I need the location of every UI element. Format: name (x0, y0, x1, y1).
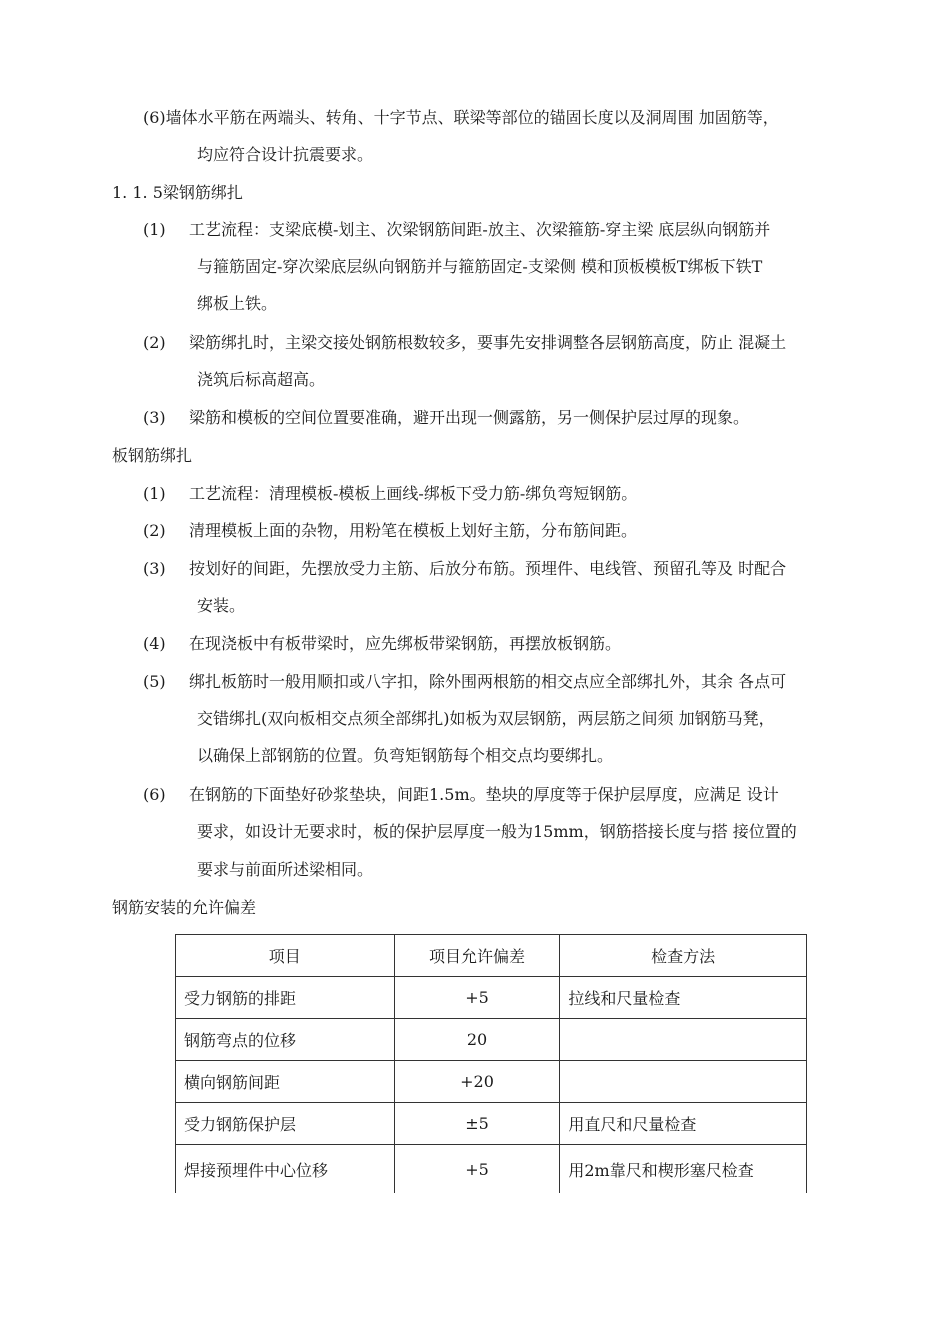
beam-item-2-line-2: 浇筑后标高超高。 (197, 370, 326, 389)
slab-item-2-number: (2) (143, 521, 166, 540)
cell-method: 用2m靠尺和楔形塞尺检查 (560, 1145, 807, 1194)
beam-item-1-line-2: 与箍筋固定-穿次梁底层纵向钢筋并与箍筋固定-支梁侧 模和顶板模板T绑板下铁T (197, 257, 763, 276)
cell-tolerance: +20 (394, 1061, 560, 1103)
cell-method (560, 1061, 807, 1103)
slab-item-1-number: (1) (143, 484, 166, 503)
slab-item-6-line-2: 要求，如设计无要求时，板的保护层厚度一般为15mm，钢筋搭接长度与搭 接位置的 (197, 822, 797, 841)
section-heading-slab: 板钢筋绑扎 (112, 446, 193, 465)
cell-item: 横向钢筋间距 (176, 1061, 395, 1103)
cell-tolerance: 20 (394, 1019, 560, 1061)
wall-item-6-line-1: (6)墙体水平筋在两端头、转角、十字节点、联梁等部位的锚固长度以及洞周围 加固筋等， (143, 108, 779, 127)
table-row (176, 1103, 807, 1145)
table-row (176, 1061, 807, 1103)
table-header-row (176, 935, 807, 977)
slab-item-2-line-1: 清理模板上面的杂物，用粉笔在模板上划好主筋，分布筋间距。 (189, 521, 638, 540)
slab-item-1-line-1: 工艺流程：清理模板-模板上画线-绑板下受力筋-绑负弯短钢筋。 (189, 484, 638, 503)
slab-item-5-number: (5) (143, 672, 166, 691)
table-row (176, 1019, 807, 1061)
slab-item-3-number: (3) (143, 559, 166, 578)
slab-item-4-number: (4) (143, 634, 166, 653)
column-header-method: 检查方法 (560, 935, 807, 977)
table-row (176, 977, 807, 1019)
cell-tolerance: +5 (394, 1145, 560, 1194)
beam-item-1-line-3: 绑板上铁。 (197, 294, 278, 313)
table-row (176, 1145, 807, 1194)
column-header-item: 项目 (176, 935, 395, 977)
cell-tolerance: ±5 (394, 1103, 560, 1145)
cell-item: 钢筋弯点的位移 (176, 1019, 395, 1061)
slab-item-3-line-2: 安装。 (197, 596, 246, 615)
tolerance-heading: 钢筋安装的允许偏差 (112, 898, 257, 917)
beam-item-3-line-1: 梁筋和模板的空间位置要准确，避开出现一侧露筋，另一侧保护层过厚的现象。 (189, 408, 750, 427)
section-heading-beam: 1. 1. 5梁钢筋绑扎 (112, 183, 243, 202)
cell-method: 用直尺和尺量检查 (560, 1103, 807, 1145)
beam-item-2-line-1: 梁筋绑扎时，主梁交接处钢筋根数较多，要事先安排调整各层钢筋高度，防止 混凝土 (189, 333, 787, 352)
slab-item-4-line-1: 在现浇板中有板带梁时，应先绑板带梁钢筋，再摆放板钢筋。 (189, 634, 622, 653)
beam-item-1-number: (1) (143, 220, 166, 239)
tolerance-table (175, 934, 807, 1193)
cell-item: 焊接预埋件中心位移 (176, 1145, 395, 1194)
cell-method (560, 1019, 807, 1061)
slab-item-6-number: (6) (143, 785, 166, 804)
slab-item-5-line-3: 以确保上部钢筋的位置。负弯矩钢筋每个相交点均要绑扎。 (197, 746, 614, 765)
cell-method: 拉线和尺量检查 (560, 977, 807, 1019)
slab-item-5-line-1: 绑扎板筋时一般用顺扣或八字扣，除外围两根筋的相交点应全部绑扎外，其余 各点可 (189, 672, 787, 691)
slab-item-6-line-1: 在钢筋的下面垫好砂浆垫块，间距1.5m。垫块的厚度等于保护层厚度，应满足 设计 (189, 785, 779, 804)
wall-item-6-line-2: 均应符合设计抗震要求。 (197, 145, 374, 164)
column-header-tolerance: 项目允许偏差 (394, 935, 560, 977)
cell-item: 受力钢筋保护层 (176, 1103, 395, 1145)
beam-item-1-line-1: 工艺流程：支梁底模-划主、次梁钢筋间距-放主、次梁箍筋-穿主梁 底层纵向钢筋并 (189, 220, 771, 239)
slab-item-6-line-3: 要求与前面所述梁相同。 (197, 860, 374, 879)
beam-item-3-number: (3) (143, 408, 166, 427)
slab-item-3-line-1: 按划好的间距，先摆放受力主筋、后放分布筋。预埋件、电线管、预留孔等及 时配合 (189, 559, 787, 578)
slab-item-5-line-2: 交错绑扎(双向板相交点须全部绑扎)如板为双层钢筋，两层筋之间须 加钢筋马凳， (197, 709, 775, 728)
cell-item: 受力钢筋的排距 (176, 977, 395, 1019)
beam-item-2-number: (2) (143, 333, 166, 352)
cell-tolerance: +5 (394, 977, 560, 1019)
